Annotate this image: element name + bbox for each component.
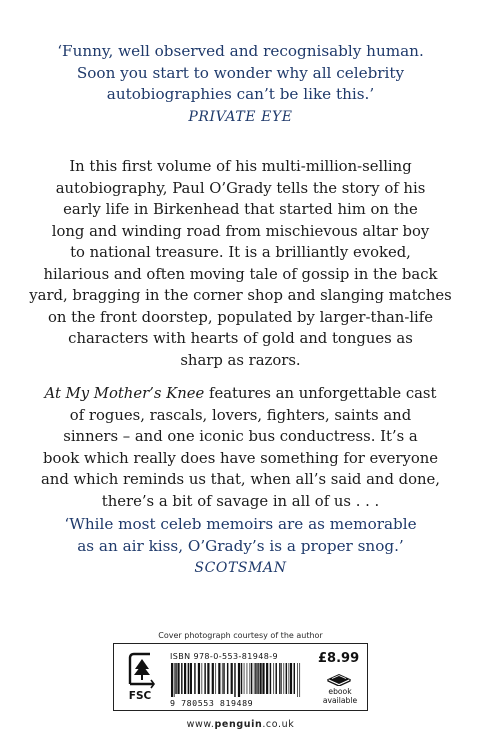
barcode-bar [218,663,220,694]
website-suffix: .co.uk [262,719,295,730]
barcode-bar [212,663,214,694]
blurb-line: on the front doorstep, populated by larger-than-life [47,308,434,326]
blurb-line: yard, bragging in the corner shop and slanging matches [29,287,452,305]
blurb-line: early life in Birkenhead that started him on the [63,201,418,219]
barcode-bar [194,663,195,694]
blurb-line: book which really does have something for everyone [42,449,439,467]
barcode-bar [184,663,186,694]
barcode-bar [234,663,235,697]
barcode-bar [231,663,233,694]
barcode-bar [238,663,240,697]
blurb-line: to national treasure. It is a brilliantly evoked, [70,244,411,262]
quote-line: autobiographies can’t be like this.’ [106,85,375,103]
barcode-bar [181,663,182,694]
barcode-bar [188,663,189,694]
quote-line: ‘While most celeb memoirs are as memorable [64,515,417,533]
barcode-bar [283,663,284,694]
barcode-bar [198,663,200,694]
blurb-line: there’s a bit of savage in all of us . . . [101,492,380,510]
barcode-bar [254,663,255,694]
bottom-review-quote [0,514,481,580]
top-review-quote [0,41,481,128]
barcode-bar [294,663,295,694]
blurb-line: long and winding road from mischievous altar boy [51,222,430,240]
cover-photo-credit: Cover photograph courtesy of the author [158,631,323,640]
barcode-panel [113,643,368,711]
fsc-logo [120,650,160,706]
blurb-line: autobiography, Paul O’Grady tells the story of his [55,179,426,197]
quote-line: ‘Funny, well observed and recognisably human. [57,42,424,60]
barcode-bar [260,663,262,694]
website-brand: penguin [214,719,263,730]
barcode-bar [241,663,242,694]
barcode-bar [175,663,176,694]
barcode-bar [276,663,277,694]
barcode-bar [281,663,282,694]
blurb-line: In this first volume of his multi-million-selling [69,158,412,175]
barcode-bar [262,663,264,694]
blurb-line: sharp as razors. [180,351,301,369]
ebook-available-label [314,688,366,705]
quote-source: PRIVATE EYE [188,108,293,125]
barcode-bar [297,663,298,697]
blurb-line: hilarious and often moving tale of gossip in the back [43,265,438,283]
ebook-label-line: ebook [328,687,352,696]
book-title: At My Mother’s Knee [44,385,205,402]
barcode-bar [174,663,175,697]
barcode-bar [223,663,224,694]
barcode-bar [290,663,292,694]
website-prefix: www. [186,719,215,730]
ebook-icon [326,670,352,686]
barcode-bar [190,663,192,694]
blurb-line-rest: features an unforgettable cast [204,385,437,402]
quote-line: Soon you start to wonder why all celebrity [76,63,405,82]
barcode-bar [251,663,252,694]
barcode [170,663,302,697]
barcode-bar [270,663,271,694]
quote-source: SCOTSMAN [194,560,287,576]
barcode-bar [215,663,216,694]
blurb-paragraph-1 [0,156,481,371]
blurb-line [0,383,481,405]
fsc-label: FSC [128,690,152,702]
barcode-bar [273,663,274,694]
barcode-bar [171,663,173,697]
barcode-bar [279,663,280,694]
barcode-bar [299,663,300,697]
barcode-bar [207,663,209,694]
barcode-bar [204,663,205,694]
quote-line: as an air kiss, O’Grady’s is a proper snog.’ [77,536,404,555]
blurb-line: of rogues, rascals, lovers, fighters, saints and [69,406,412,424]
blurb-line: and which reminds us that, when all’s said and done, [40,471,441,489]
isbn-number: ISBN 978-0-553-81948-9 [170,652,278,661]
barcode-bar [227,663,228,694]
blurb-line: characters with hearts of gold and tongues as [68,330,413,348]
barcode-bar [257,663,258,694]
fsc-tree-icon [120,650,160,690]
barcode-bar [255,663,256,694]
barcode-bar [250,663,251,694]
barcode-bar [244,663,245,694]
barcode-bar [247,663,248,694]
price-label: £8.99 [318,651,360,666]
ebook-label-line: available [322,695,358,705]
publisher-website [0,719,481,730]
barcode-bar [177,663,179,694]
barcode-digits: 9 780553 819489 [170,698,254,708]
barcode-bar [286,663,287,694]
barcode-bar [289,663,290,694]
blurb-line: sinners – and one iconic bus conductress. It’s a [63,428,418,446]
barcode-bar [222,663,223,694]
blurb-paragraph-2 [0,383,481,512]
barcode-bar [266,663,268,694]
barcode-bar [202,663,203,694]
